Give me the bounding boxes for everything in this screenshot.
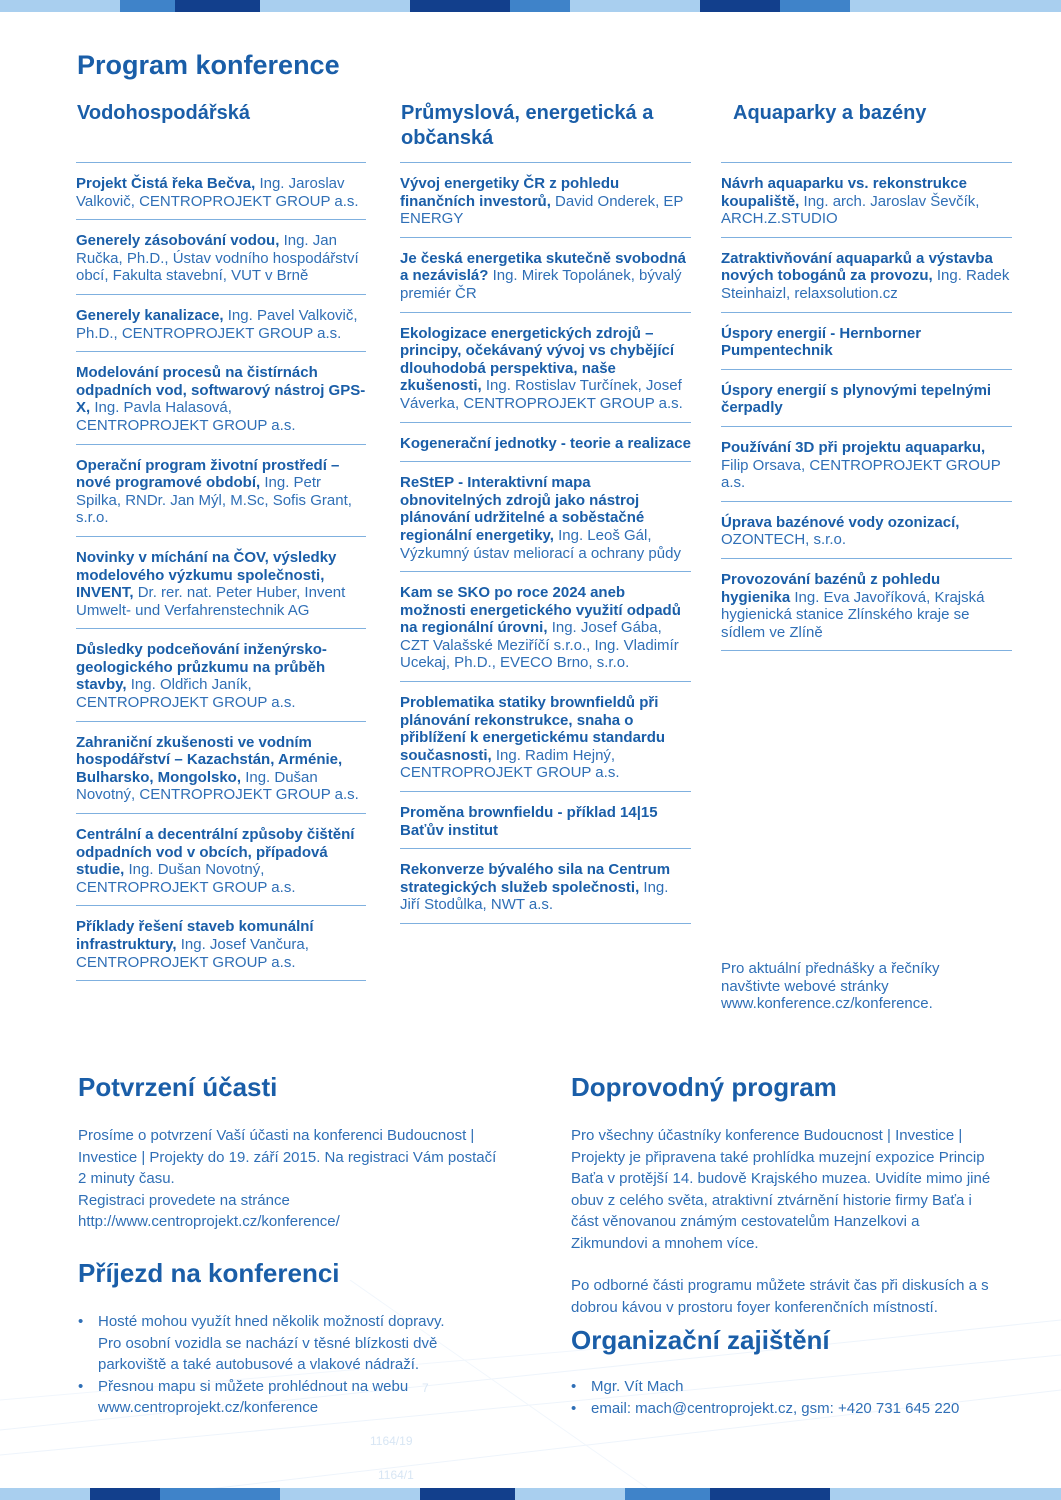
top-decor-bar	[0, 0, 1061, 12]
confirmation-text: Prosíme o potvrzení Vaší účasti na konferenci Budoucnost | Investice | Projekty do 19. září 2015. Na registraci Vám postačí 2 minuty času. Registraci provedete na stránce http://www.centroprojekt.cz/konference/	[78, 1127, 497, 1230]
list-item: • email: mach@centroprojekt.cz, gsm: +420 731 645 220	[571, 1398, 1011, 1420]
faint-label: 7	[422, 1381, 429, 1395]
program-item: Úspory energií - Hernborner Pumpentechnik	[721, 313, 1012, 370]
program-item: Projekt Čistá řeka Bečva, Ing. Jaroslav Valkovič, CENTROPROJEKT GROUP a.s.	[76, 163, 366, 220]
program-item: Důsledky podceňování inženýrsko-geologického průzkumu na průběh stavby, Ing. Oldřich Janík, CENTROPROJEKT GROUP a.s.	[76, 629, 366, 721]
program-item: Operační program životní prostředí – nové programové období, Ing. Petr Spilka, RNDr. Jan Mýl, M.Sc, Sofis Grant, s.r.o.	[76, 445, 366, 537]
arrival-list	[78, 1311, 470, 1419]
program-item: Je česká energetika skutečně svobodná a nezávislá? Ing. Mirek Topolánek, bývalý premiér ČR	[400, 238, 691, 313]
program-item: Modelování procesů na čistírnách odpadních vod, softwarový nástroj GPS-X, Ing. Pavla Halasová, CENTROPROJEKT GROUP a.s.	[76, 352, 366, 444]
website-note: Pro aktuální přednášky a řečníky navštivte webové stránky www.konference.cz/konference.	[721, 960, 940, 1013]
program-item: Používání 3D při projektu aquaparku, Filip Orsava, CENTROPROJEKT GROUP a.s.	[721, 427, 1012, 502]
program-item: Centrální a decentrální způsoby čištění odpadních vod v obcích, případová studie, Ing. Dušan Novotný, CENTROPROJEKT GROUP a.s.	[76, 814, 366, 906]
program-item: Novinky v míchání na ČOV, výsledky modelového výzkumu společnosti, INVENT, Dr. rer. nat. Peter Huber, Invent Umwelt- und Verfahrenstechnik AG	[76, 537, 366, 629]
accompanying-heading: Doprovodný program	[571, 1072, 837, 1102]
program-item: Provozování bazénů z pohledu hygienika Ing. Eva Javoříková, Krajská hygienická stanice Zlínského kraje se sídlem ve Zlíně	[721, 559, 1012, 651]
confirmation-heading: Potvrzení účasti	[78, 1072, 278, 1102]
organization-list	[571, 1376, 1011, 1419]
column-heading-water: Vodohospodářská	[77, 102, 250, 124]
program-item: ReStEP - Interaktivní mapa obnovitelných zdrojů jako nástroj plánování udržitelné a soběstačné regionální energetiky, Ing. Leoš Gál, Výzkumný ústav meliorací a ochrany půdy	[400, 462, 691, 572]
program-item: Generely kanalizace, Ing. Pavel Valkovič, Ph.D., CENTROPROJEKT GROUP a.s.	[76, 295, 366, 352]
column-heading-industry: Průmyslová, energetická a občanská	[401, 102, 654, 149]
organization-heading: Organizační zajištění	[571, 1325, 830, 1355]
program-item: Proměna brownfieldu - příklad 14|15 Baťův institut	[400, 792, 691, 849]
program-item: Kam se SKO po roce 2024 aneb možnosti energetického využití odpadů na regionální úrovni, Ing. Josef Gába, CZT Valašské Meziříčí s.r.o., Ing. Vladimír Ucekaj, Ph.D., EVECO Brno, s.r.o.	[400, 572, 691, 682]
program-item: Úprava bazénové vody ozonizací, OZONTECH, s.r.o.	[721, 502, 1012, 559]
list-item: • Mgr. Vít Mach	[571, 1376, 1011, 1398]
program-column-aquaparks	[721, 162, 1012, 651]
program-column-water	[76, 162, 366, 981]
bottom-decor-bar	[0, 1488, 1061, 1500]
program-item: Příklady řešení staveb komunální infrastruktury, Ing. Josef Vančura, CENTROPROJEKT GROUP a.s.	[76, 906, 366, 981]
program-item: Generely zásobování vodou, Ing. Jan Ručka, Ph.D., Ústav vodního hospodářství obcí, Fakulta stavební, VUT v Brně	[76, 220, 366, 295]
list-item: • Hosté mohou využít hned několik možností dopravy. Pro osobní vozidla se nachází v těsné blízkosti dvě parkoviště a také autobusové a vlakové nádraží.	[78, 1311, 470, 1376]
program-item: Rekonverze bývalého sila na Centrum strategických služeb společnosti, Ing. Jiří Stodůlka, NWT a.s.	[400, 849, 691, 924]
page-title: Program konference	[77, 50, 340, 80]
program-column-industry	[400, 162, 691, 924]
faint-label: 1164/1	[378, 1468, 414, 1482]
column-heading-aquaparks: Aquaparky a bazény	[733, 102, 927, 124]
program-item: Úspory energií s plynovými tepelnými čerpadly	[721, 370, 1012, 427]
arrival-heading: Příjezd na konferenci	[78, 1258, 340, 1288]
list-item: • Přesnou mapu si můžete prohlédnout na webu www.centroprojekt.cz/konference	[78, 1376, 470, 1419]
accompanying-text: Pro všechny účastníky konference Budoucnost | Investice | Projekty je připravena také prohlídka muzejní expozice Princip Baťa v protější 14. budově Krajského muzea. Uvidíte mimo jiné obuv z celého světa, atraktivní ztvárnění historie firmy Baťa i část věnovanou známým cestovatelům Hanzelkovi a Zikmundovi a mnohem více. Po odborné části programu můžete strávit čas při diskusích a s dobrou kávou v prostoru foyer konferenčních místností.	[571, 1127, 991, 1316]
program-item: Vývoj energetiky ČR z pohledu finančních investorů, David Onderek, EP ENERGY	[400, 163, 691, 238]
faint-label: 1164/19	[370, 1434, 413, 1448]
program-item: Zahraniční zkušenosti ve vodním hospodářství – Kazachstán, Arménie, Bulharsko, Mongolsko, Ing. Dušan Novotný, CENTROPROJEKT GROUP a.s.	[76, 722, 366, 814]
program-item: Zatraktivňování aquaparků a výstavba nových tobogánů za provozu, Ing. Radek Steinhaizl, relaxsolution.cz	[721, 238, 1012, 313]
program-item: Kogenerační jednotky - teorie a realizace	[400, 423, 691, 463]
program-item: Problematika statiky brownfieldů při plánování rekonstrukce, snaha o přiblížení k energetickému standardu současnosti, Ing. Radim Hejný, CENTROPROJEKT GROUP a.s.	[400, 682, 691, 792]
program-item: Návrh aquaparku vs. rekonstrukce koupaliště, Ing. arch. Jaroslav Ševčík, ARCH.Z.STUDIO	[721, 163, 1012, 238]
program-item: Ekologizace energetických zdrojů – principy, očekávaný vývoj vs chybějící dlouhodobá perspektiva, naše zkušenosti, Ing. Rostislav Turčínek, Josef Váverka, CENTROPROJEKT GROUP a.s.	[400, 313, 691, 423]
